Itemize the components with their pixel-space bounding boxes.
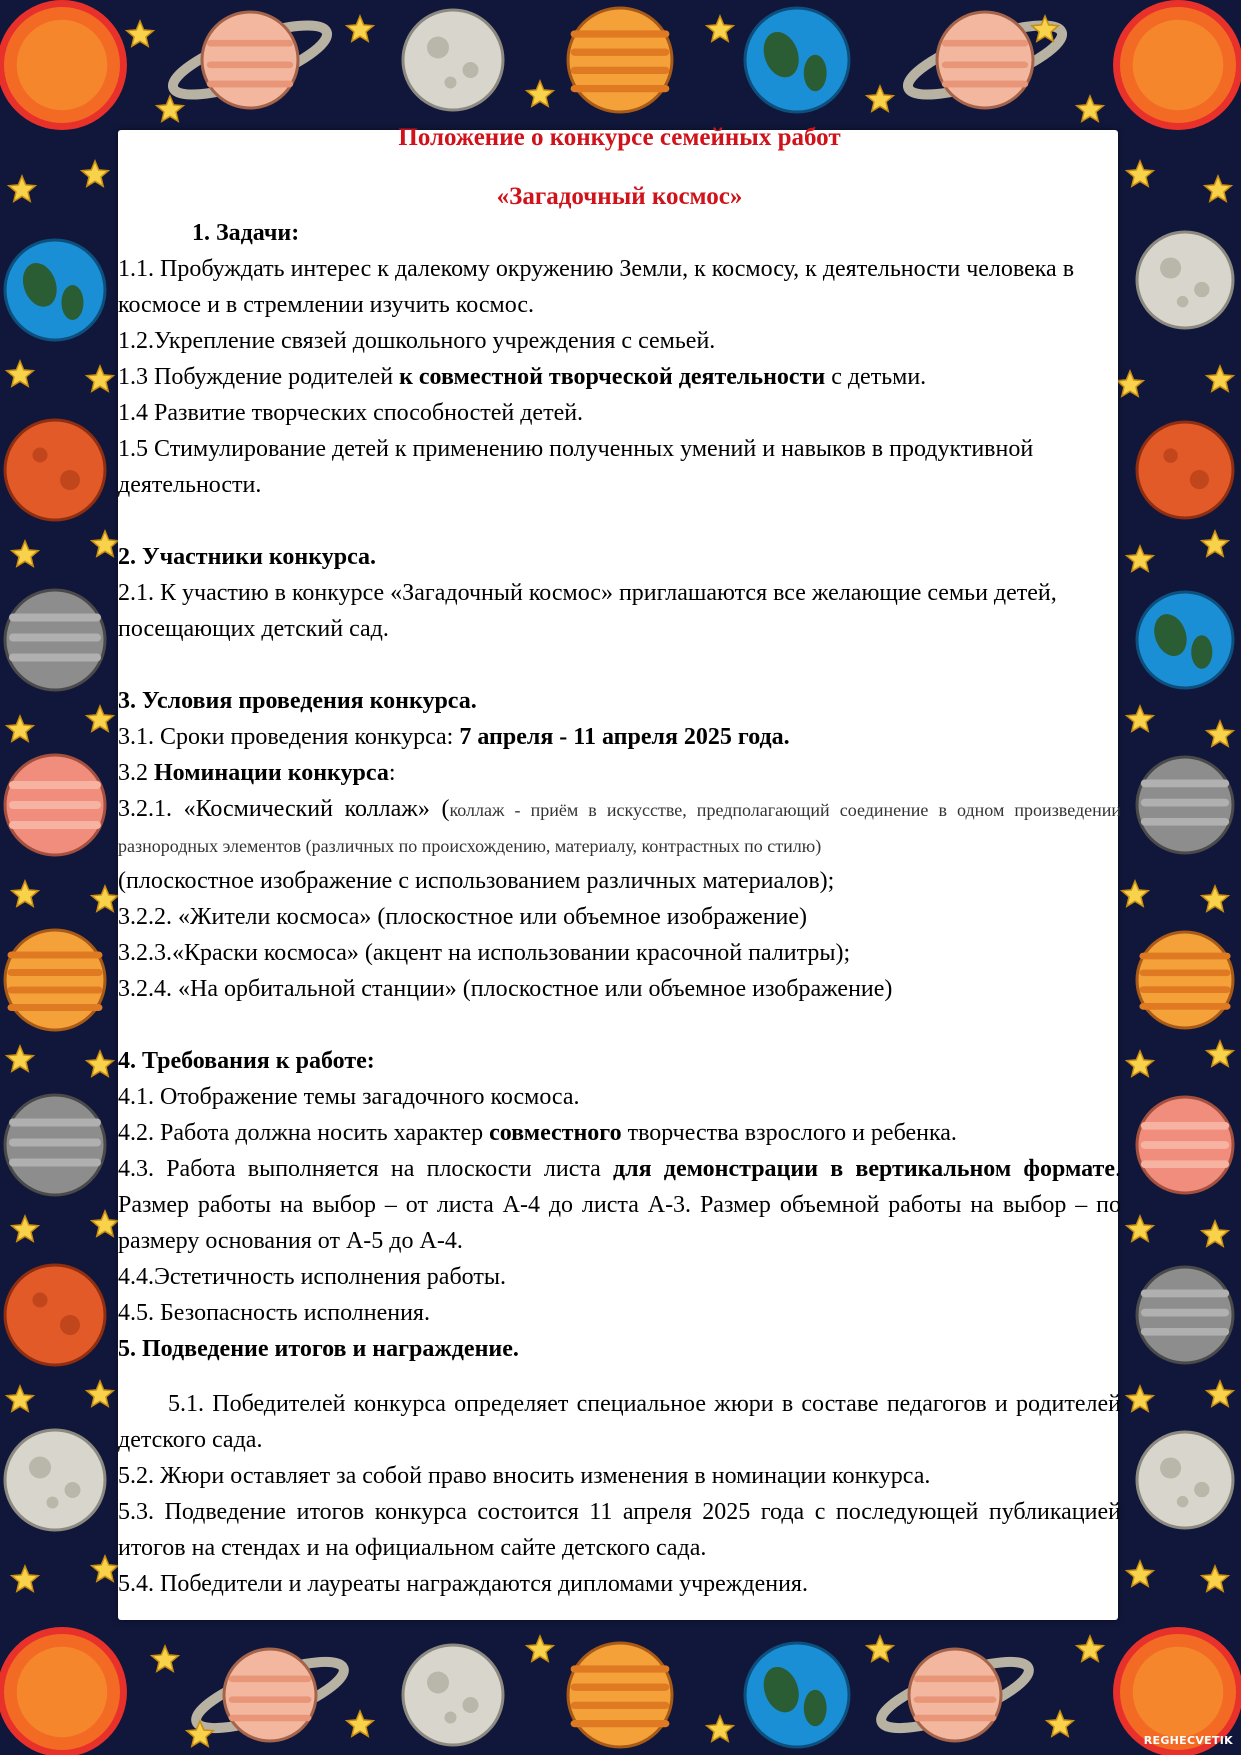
mars-icon: [5, 1265, 105, 1365]
star-icon: [87, 706, 114, 731]
star-icon: [1207, 721, 1234, 746]
item-4-1: 4.1. Отображение темы загадочного космоса.: [118, 1084, 580, 1110]
star-icon: [82, 161, 109, 186]
jupiter-icon: [1137, 932, 1233, 1028]
star-icon: [347, 1711, 374, 1736]
star-icon: [347, 16, 374, 41]
item-5-2: 5.2. Жюри оставляет за собой право вносить изменения в номинации конкурса.: [118, 1463, 931, 1489]
mars-icon: [1137, 422, 1233, 518]
moon-icon: [403, 1645, 503, 1745]
star-icon: [92, 1211, 119, 1236]
star-icon: [7, 716, 34, 741]
jupiter-icon: [5, 930, 105, 1030]
star-icon: [92, 531, 119, 556]
jupiter-icon: [568, 8, 672, 112]
star-icon: [87, 1051, 114, 1076]
item-3-2-3: 3.2.3.«Краски космоса» (акцент на использовании красочной палитры);: [118, 940, 851, 966]
star-icon: [12, 1216, 39, 1241]
item-3-2-2: 3.2.2. «Жители космоса» (плоскостное или объемное изображение): [118, 904, 808, 930]
star-icon: [527, 81, 554, 106]
star-icon: [1047, 1711, 1074, 1736]
star-icon: [1077, 96, 1104, 121]
star-icon: [127, 21, 154, 46]
star-icon: [1202, 886, 1229, 911]
watermark: REGHECVETIK: [1143, 1734, 1233, 1747]
star-icon: [12, 1566, 39, 1591]
item-1-2: 1.2.Укрепление связей дошкольного учреждения с семьей.: [118, 328, 716, 354]
star-icon: [92, 1556, 119, 1581]
item-3-2-4: 3.2.4. «На орбитальной станции» (плоскостное или объемное изображение): [118, 976, 893, 1002]
star-icon: [87, 366, 114, 391]
star-icon: [1205, 176, 1232, 201]
star-icon: [92, 886, 119, 911]
star-icon: [867, 86, 894, 111]
star-icon: [1202, 1566, 1229, 1591]
star-icon: [1127, 1561, 1154, 1586]
star-icon: [1127, 1051, 1154, 1076]
star-icon: [7, 361, 34, 386]
item-2-1: 2.1. К участию в конкурсе «Загадочный космос» приглашаются все желающие семьи детей, посещающих детский сад.: [118, 580, 1057, 642]
star-icon: [1202, 1221, 1229, 1246]
document-title: Положение о конкурсе семейных работ: [398, 124, 841, 151]
star-icon: [1122, 881, 1149, 906]
item-4-4: 4.4.Эстетичность исполнения работы.: [118, 1264, 506, 1290]
star-icon: [1032, 16, 1059, 41]
item-3-2-1-continued: (плоскостное изображение с использованием различных материалов);: [118, 868, 835, 894]
star-icon: [1207, 366, 1234, 391]
star-icon: [1077, 1636, 1104, 1661]
item-1-1: 1.1. Пробуждать интерес к далекому окружению Земли, к космосу, к деятельности человека в космосе и в стремлении изучить космос.: [118, 256, 1075, 318]
star-icon: [1207, 1041, 1234, 1066]
star-icon: [867, 1636, 894, 1661]
item-3-2: 3.2 Номинации конкурса:: [118, 760, 396, 786]
moon-icon: [403, 10, 503, 110]
section-1-heading: 1. Задачи:: [192, 220, 300, 246]
section-2-heading: 2. Участники конкурса.: [118, 544, 377, 570]
item-5-1: 5.1. Победителей конкурса определяет специальное жюри в составе педагогов и родителей детского сада.: [118, 1391, 1121, 1453]
item-5-3: 5.3. Подведение итогов конкурса состоится 11 апреля 2025 года с последующей публикацией итогов на стендах и на официальном сайте детского сада.: [118, 1499, 1121, 1561]
jupiter-icon: [568, 1643, 672, 1747]
star-icon: [1127, 1216, 1154, 1241]
item-3-2-1: 3.2.1. «Космический коллаж» (коллаж - приём в искусстве, предполагающий соединение в одном произведении разнородных элементов (различных по происхождению, материалу, контрастных по стилю): [118, 796, 1121, 856]
item-1-4: 1.4 Развитие творческих способностей детей.: [118, 400, 584, 426]
star-icon: [87, 1381, 114, 1406]
star-icon: [1127, 161, 1154, 186]
item-4-2: 4.2. Работа должна носить характер совместного творчества взрослого и ребенка.: [118, 1120, 957, 1146]
document-subtitle: «Загадочный космос»: [496, 183, 743, 210]
section-4-heading: 4. Требования к работе:: [118, 1048, 375, 1074]
moon-icon: [1137, 232, 1233, 328]
section-5-heading: 5. Подведение итогов и награждение.: [118, 1336, 519, 1362]
item-4-3: 4.3. Работа выполняется на плоскости листа для демонстрации в вертикальном формате. Размер работы на выбор – от листа А-4 до листа А-3. Размер объемной работы на выбор – по размеру основания от А-5 до А-4.: [118, 1156, 1121, 1254]
star-icon: [707, 16, 734, 41]
item-4-5: 4.5. Безопасность исполнения.: [118, 1300, 430, 1326]
star-icon: [707, 1716, 734, 1741]
star-icon: [527, 1636, 554, 1661]
item-1-3: 1.3 Побуждение родителей к совместной творческой деятельности с детьми.: [118, 364, 927, 390]
item-3-1: 3.1. Сроки проведения конкурса: 7 апреля - 11 апреля 2025 года.: [118, 724, 790, 750]
moon-icon: [1137, 1432, 1233, 1528]
star-icon: [1207, 1381, 1234, 1406]
star-icon: [9, 176, 36, 201]
item-5-4: 5.4. Победители и лауреаты награждаются дипломами учреждения.: [118, 1571, 808, 1597]
star-icon: [1127, 1386, 1154, 1411]
mars-icon: [5, 420, 105, 520]
moon-icon: [5, 1430, 105, 1530]
star-icon: [1202, 531, 1229, 556]
star-icon: [7, 1386, 34, 1411]
star-icon: [12, 881, 39, 906]
document-body: [118, 120, 1121, 1602]
star-icon: [1127, 706, 1154, 731]
section-3-heading: 3. Условия проведения конкурса.: [118, 688, 477, 714]
star-icon: [152, 1646, 179, 1671]
star-icon: [12, 541, 39, 566]
star-icon: [1127, 546, 1154, 571]
item-1-5: 1.5 Стимулирование детей к применению полученных умений и навыков в продуктивной деятельности.: [118, 436, 1034, 498]
star-icon: [7, 1046, 34, 1071]
star-icon: [157, 96, 184, 121]
